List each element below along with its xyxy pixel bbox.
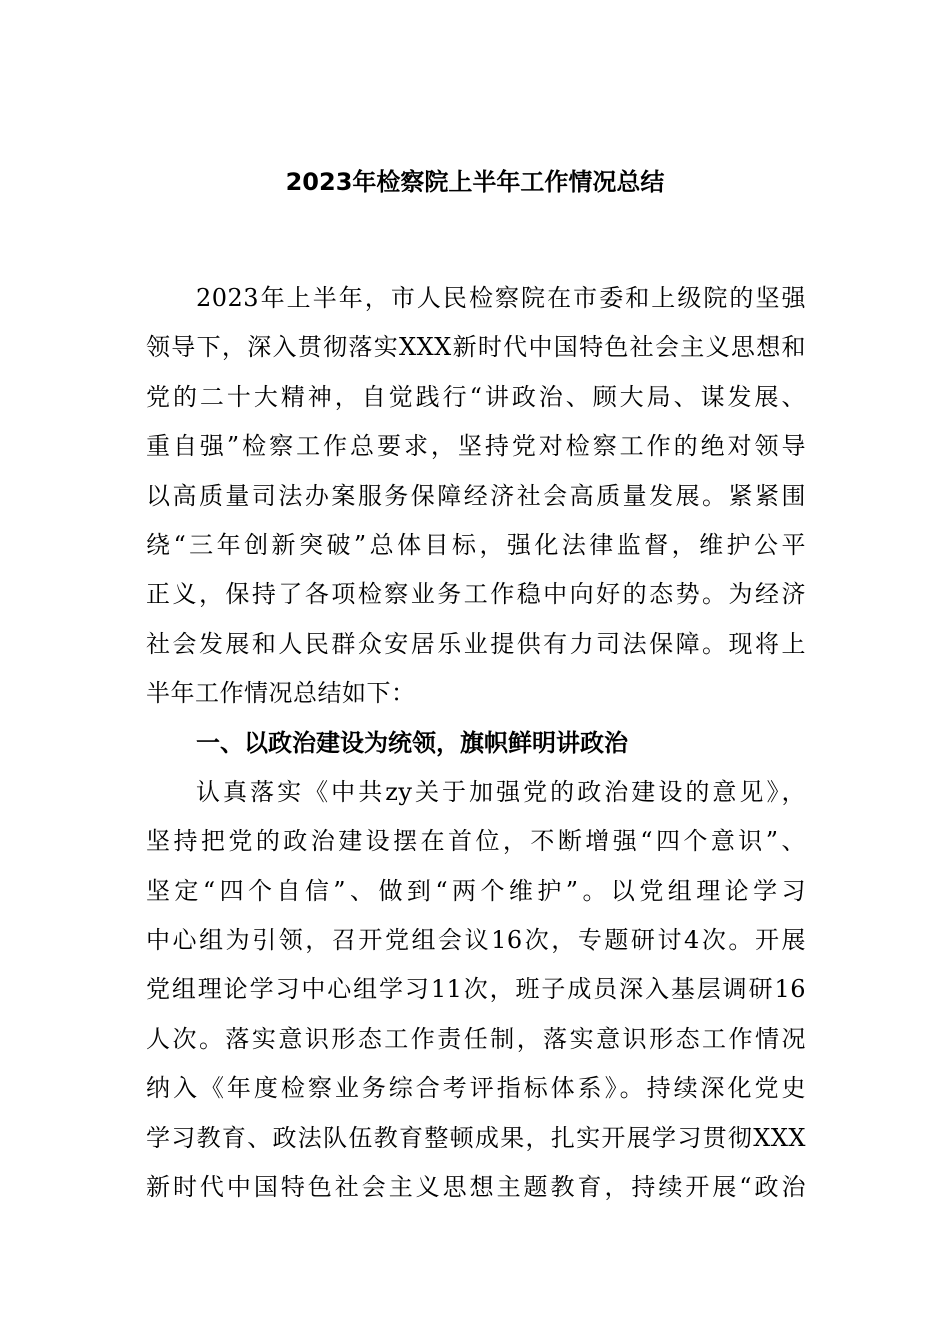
paragraph-section-1 — [146, 768, 806, 1213]
section-heading: 一、以政治建设为统领，旗帜鲜明讲政治 — [196, 728, 628, 757]
document-body — [146, 274, 806, 1212]
paragraph-line: 认真落实《中共zy关于加强党的政治建设的意见》， — [196, 777, 806, 806]
paragraph-line: 中心组为引领，召开党组会议16次，专题研讨4次。开展 — [146, 926, 806, 955]
paragraph-line: 党组理论学习中心组学习11次，班子成员深入基层调研16 — [146, 975, 806, 1004]
paragraph-line: 2023年上半年，市人民检察院在市委和上级院的坚强 — [196, 284, 806, 312]
paragraph-line: 以高质量司法办案服务保障经济社会高质量发展。紧紧围 — [146, 481, 806, 510]
paragraph-line: 人次。落实意识形态工作责任制，落实意识形态工作情况 — [146, 1024, 806, 1053]
paragraph-line: 半年工作情况总结如下： — [146, 679, 416, 708]
paragraph-line: 党的二十大精神，自觉践行“讲政治、顾大局、谋发展、 — [146, 382, 806, 411]
paragraph-line: 学习教育、政法队伍教育整顿成果，扎实开展学习贯彻XXX — [146, 1123, 806, 1152]
paragraph-line: 纳入《年度检察业务综合考评指标体系》。持续深化党史 — [146, 1074, 806, 1103]
paragraph-line: 坚持把党的政治建设摆在首位，不断增强“四个意识”、 — [146, 827, 806, 856]
paragraph-line: 领导下，深入贯彻落实XXX新时代中国特色社会主义思想和 — [146, 333, 806, 362]
paragraph-line: 新时代中国特色社会主义思想主题教育，持续开展“政治 — [146, 1173, 806, 1202]
paragraph-intro — [146, 274, 806, 719]
paragraph-line: 绕“三年创新突破”总体目标，强化法律监督，维护公平 — [146, 530, 806, 559]
document-title: 2023年检察院上半年工作情况总结 — [285, 168, 665, 196]
paragraph-line: 正义，保持了各项检察业务工作稳中向好的态势。为经济 — [146, 580, 806, 609]
paragraph-line: 重自强”检察工作总要求，坚持党对检察工作的绝对领导 — [146, 432, 806, 461]
paragraph-line: 坚定“四个自信”、做到“两个维护”。以党组理论学习 — [146, 876, 806, 905]
paragraph-line: 社会发展和人民群众安居乐业提供有力司法保障。现将上 — [146, 629, 806, 658]
